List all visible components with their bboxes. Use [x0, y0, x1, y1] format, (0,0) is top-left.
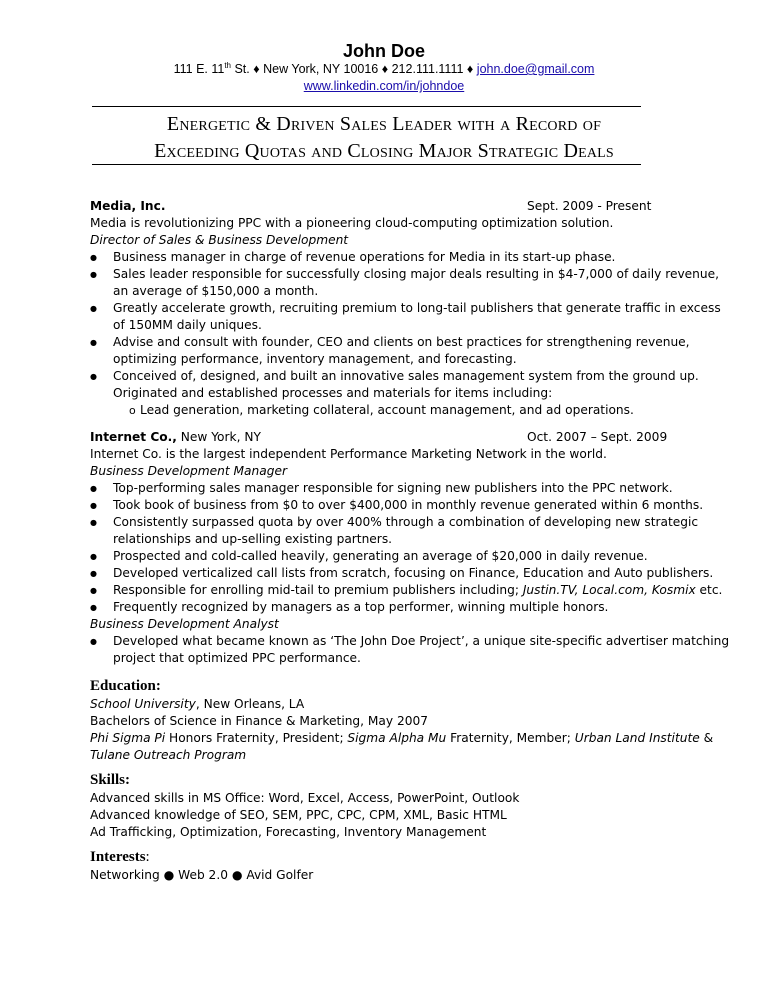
company-description: Media is revolutionizing PPC with a pioneering cloud-computing optimization solution.: [90, 216, 614, 230]
interests-line: Networking ● Web 2.0 ● Avid Golfer: [90, 868, 314, 882]
diamond-separator-icon: ♦: [381, 62, 389, 76]
list-item-continued: optimizing performance, inventory management, and forecasting.: [113, 352, 517, 366]
job-title: Business Development Analyst: [90, 617, 279, 631]
list-item-continued: Originated and established processes and materials for items including:: [113, 386, 553, 400]
company-description: Internet Co. is the largest independent Performance Marketing Network in the world.: [90, 447, 607, 461]
list-item-continued: of 150MM daily uniques.: [113, 318, 262, 332]
list-item: ● Conceived of, designed, and built an innovative sales management system from the ground up.: [90, 368, 690, 385]
list-item: ● Developed what became known as ‘The John Doe Project’, a unique site-specific advertiser matching: [90, 633, 690, 650]
company-name: Media, Inc.: [90, 199, 166, 213]
list-item: ● Consistently surpassed quota by over 400% through a combination of developing new strategic: [90, 514, 690, 531]
diamond-separator-icon: ♦: [253, 62, 260, 76]
diamond-separator-icon: ♦: [466, 62, 474, 76]
divider: [92, 106, 641, 107]
headline-line-2: Exceeding Quotas and Closing Major Strategic Deals: [154, 140, 614, 162]
list-item: ● Sales leader responsible for successfully closing major deals resulting in $4-7,000 of daily revenue,: [90, 266, 690, 283]
job-header: [90, 429, 690, 446]
linkedin-link[interactable]: www.linkedin.com/in/johndoe: [303, 79, 465, 93]
sub-list-item: o Lead generation, marketing collateral, account management, and ad operations.: [90, 402, 690, 419]
divider: [92, 164, 641, 165]
list-item-continued: an average of $150,000 a month.: [113, 284, 319, 298]
honors-line: Phi Sigma Pi Honors Fraternity, President; Sigma Alpha Mu Fraternity, Member; Urban Land Institute &: [90, 731, 714, 745]
bullet-list: [90, 480, 723, 616]
list-item: ● Top-performing sales manager responsible for signing new publishers into the PPC network.: [90, 480, 690, 497]
headline-line-1: Energetic & Driven Sales Leader with a Record of: [166, 113, 602, 135]
degree-line: Bachelors of Science in Finance & Marketing, May 2007: [90, 714, 429, 728]
job-dates: Oct. 2007 – Sept. 2009: [527, 430, 668, 444]
bullet-list: [90, 249, 721, 419]
list-item: ● Responsible for enrolling mid-tail to premium publishers including; Justin.TV, Local.com, Kosmix etc.: [90, 582, 690, 599]
list-item: ● Business manager in charge of revenue operations for Media in its start-up phase.: [90, 249, 690, 266]
skills-line: Ad Trafficking, Optimization, Forecasting, Inventory Management: [90, 825, 487, 839]
list-item: ● Took book of business from $0 to over $400,000 in monthly revenue generated within 6 months.: [90, 497, 690, 514]
list-item: ● Frequently recognized by managers as a top performer, winning multiple honors.: [90, 599, 690, 616]
city: New York, NY 10016: [263, 62, 379, 76]
list-item: ● Developed verticalized call lists from scratch, focusing on Finance, Education and Auto publishers.: [90, 565, 690, 582]
email-link[interactable]: john.doe@gmail.com: [476, 62, 595, 76]
list-item: ● Advise and consult with founder, CEO and clients on best practices for strengthening revenue,: [90, 334, 690, 351]
job-title: Director of Sales & Business Development: [90, 233, 349, 247]
phone: 212.111.1111: [391, 62, 464, 76]
bullet-list: [90, 633, 730, 667]
job-header: [90, 198, 690, 215]
skills-line: Advanced skills in MS Office: Word, Excel, Access, PowerPoint, Outlook: [90, 791, 520, 805]
list-item: ● Greatly accelerate growth, recruiting premium to long-tail publishers that generate traffic in excess: [90, 300, 690, 317]
skills-heading: Skills:: [90, 772, 131, 788]
list-item-continued: project that optimized PPC performance.: [113, 651, 361, 665]
interests-heading: Interests:: [90, 849, 150, 865]
honors-line-continued: Tulane Outreach Program: [90, 748, 247, 762]
resume-body: [90, 198, 730, 884]
company-name: Internet Co.,: [90, 430, 177, 444]
company-location: New York, NY: [176, 430, 261, 444]
linkedin-line: [0, 78, 768, 94]
education-heading: Education:: [90, 678, 161, 694]
list-item-continued: relationships and up-selling existing partners.: [113, 532, 393, 546]
job-title: Business Development Manager: [90, 464, 287, 478]
skills-line: Advanced knowledge of SEO, SEM, PPC, CPC, CPM, XML, Basic HTML: [90, 808, 507, 822]
address: 111 E. 11th St.: [173, 61, 250, 76]
job-dates: Sept. 2009 - Present: [527, 199, 652, 213]
candidate-name: John Doe: [342, 41, 425, 61]
list-item: ● Prospected and cold-called heavily, generating an average of $20,000 in daily revenue.: [90, 548, 690, 565]
school-line: School University, New Orleans, LA: [90, 697, 305, 711]
contact-line: [0, 61, 768, 77]
